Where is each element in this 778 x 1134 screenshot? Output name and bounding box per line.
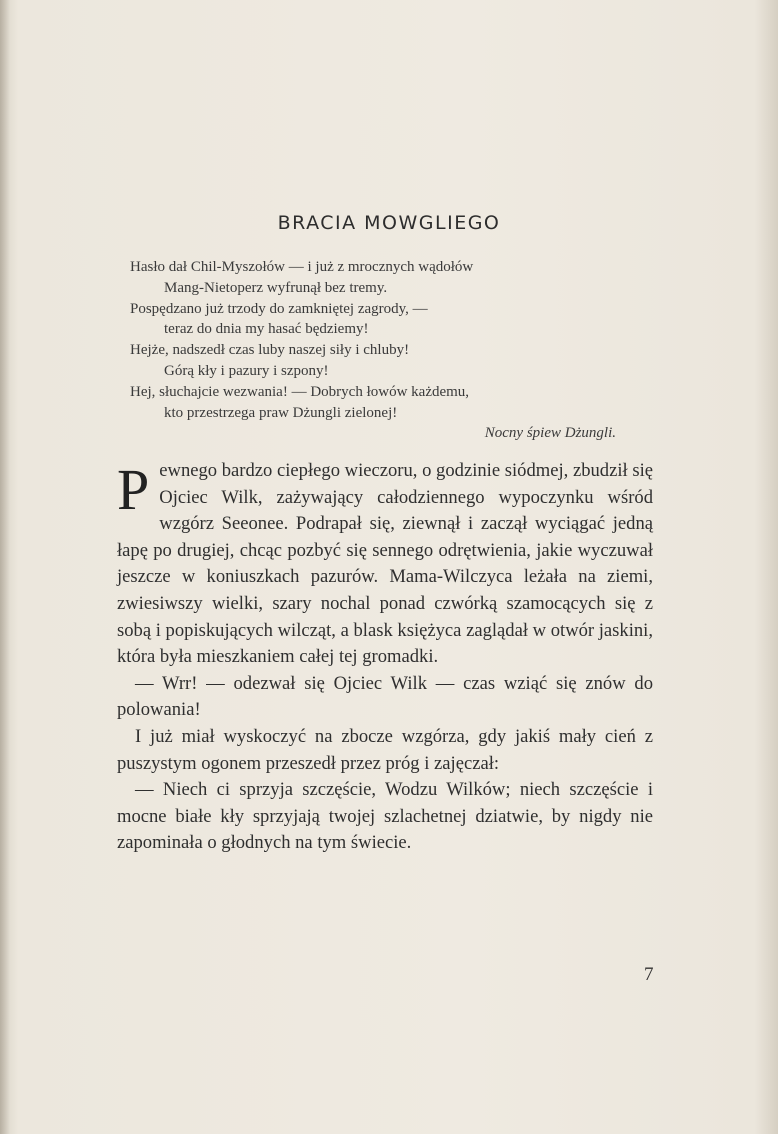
body-paragraph: — Wrr! — odezwał się Ojciec Wilk — czas wziąć się znów do polowania! — [117, 672, 653, 721]
poem-line: Hasło dał Chil-Myszołów — i już z mrocznych wądołów — [130, 259, 474, 275]
epigraph-poem — [130, 257, 620, 444]
chapter-title: BRACIA MOWGLIEGO — [277, 212, 501, 234]
poem-line: Pospędzano już trzody do zamkniętej zagrody, — — [130, 300, 428, 317]
poem-line: Mang-Nietoperz wyfrunął bez tremy. — [164, 279, 388, 296]
page-edge-shadow — [0, 0, 10, 1134]
poem-line: Hejże, nadszedł czas luby naszej siły i chluby! — [130, 342, 410, 359]
body-paragraph: — Niech ci sprzyja szczęście, Wodzu Wilków; niech szczęście i mocne białe kły sprzyjają twojej szlachetnej dziatwie, by nigdy nie zapominała o głodnych na tym świecie. — [117, 779, 653, 854]
page-number: 7 — [644, 964, 654, 985]
poem-line: teraz do dnia my hasać będziemy! — [164, 321, 369, 338]
drop-cap: P — [117, 457, 150, 522]
poem-line: Górą kły i pazury i szpony! — [164, 362, 329, 379]
body-paragraph — [117, 458, 653, 671]
paragraph-text: ewnego bardzo ciepłego wieczoru, o godzinie siódmej, zbudził się Ojciec Wilk, zażywający całodziennego wypoczynku wśród wzgórz Seeonee. Podrapał się, ziewnął i zaczął wyciągać jedną łapę po drugiej, chcąc pozbyć się sennego odrętwienia, jakie wyczuwał jeszcze w koniuszkach pazurów. Mama-Wilczyca leżała na ziemi, zwiesiwszy wielki, szary nochal ponad czwórką szamocących się z sobą i popiskujących wilcząt, a blask księżyca zaglądał w otwór jaskini, która była mieszkaniem całej tej gromadki. — [117, 460, 653, 668]
body-paragraph: I już miał wyskoczyć na zbocze wzgórza, gdy jakiś mały cień z puszystym ogonem przeszedł przez próg i zajęczał: — [117, 725, 653, 774]
poem-line: Hej, słuchajcie wezwania! — Dobrych łowów każdemu, — [130, 383, 470, 400]
chapter-body — [117, 458, 653, 857]
poem-line: kto przestrzega praw Dżungli zielonej! — [164, 404, 398, 421]
epigraph-attribution: Nocny śpiew Dżungli. — [484, 425, 616, 442]
